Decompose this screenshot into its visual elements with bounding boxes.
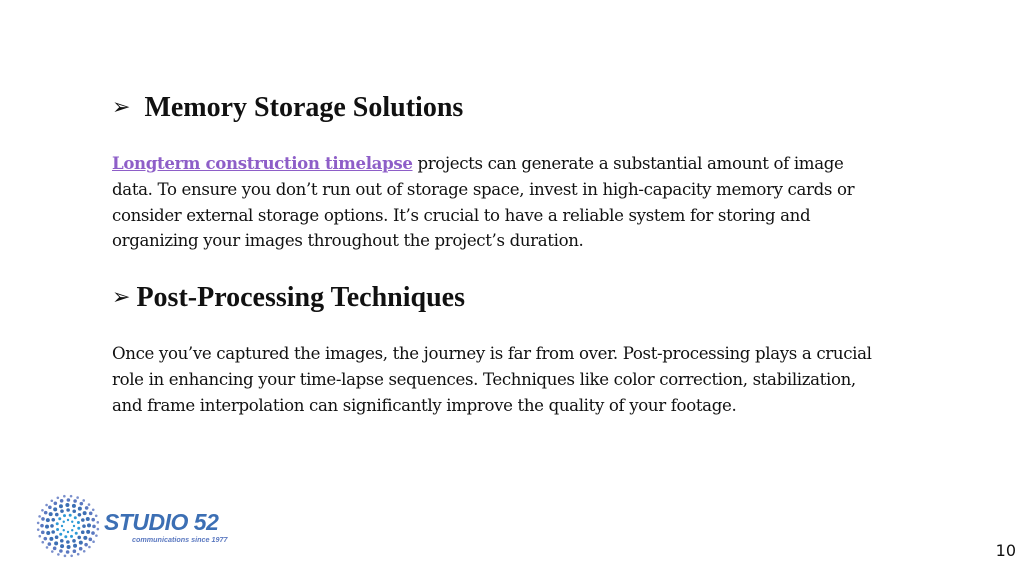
heading-text: Memory Storage Solutions <box>144 92 464 123</box>
logo-dot <box>92 525 96 529</box>
arrow-bullet-icon: ➢ <box>112 285 131 310</box>
paragraph-text: Once you’ve captured the images, the journey is far from over. Post-processing plays a crucial role in enhancing your time-lapse sequences. Techniques like color correction, stabilization, and frame interpolation can significantly improve the quality of your footage. <box>112 344 872 415</box>
logo-dot <box>46 518 50 522</box>
logo-dot <box>46 546 49 549</box>
logo-dot <box>73 549 77 553</box>
section-heading-memory-storage <box>112 92 463 124</box>
page-number: 10 <box>995 541 1016 560</box>
logo-dot <box>58 517 61 520</box>
logo-dot <box>81 530 85 534</box>
logo-dot <box>84 543 88 547</box>
logo-dot <box>87 523 91 527</box>
logo-dot <box>38 535 41 538</box>
logo-dot <box>83 536 87 540</box>
logo-dot <box>44 537 48 541</box>
logo-dot <box>67 519 69 521</box>
paragraph-memory-storage <box>112 151 872 254</box>
logo-dot <box>64 555 67 558</box>
logo-dot <box>45 525 49 529</box>
logo-dot <box>73 525 75 527</box>
logo-dot <box>78 513 82 517</box>
logo-dot <box>72 504 76 508</box>
logo-dot <box>38 515 41 518</box>
logo-dot <box>77 536 81 540</box>
logo-dot <box>67 531 69 533</box>
paragraph-text: projects can generate a substantial amount of image data. To ensure you don’t run out of storage space, invest in high-capacity memory cards or consider external storage options. It’s crucial to have a reliable system for storing and organizing your images throughout the project’s duration. <box>112 154 855 251</box>
logo-dot <box>85 506 89 510</box>
logo-dot <box>51 530 55 534</box>
logo-dot <box>89 512 93 516</box>
logo-dot <box>37 522 40 525</box>
logo-dot <box>67 545 71 549</box>
logo-tagline-text: communications since 1977 <box>132 535 228 544</box>
logo-dot <box>70 554 73 557</box>
logo-dot <box>54 502 58 506</box>
logo-dot <box>82 524 86 528</box>
logo-dot <box>66 550 70 554</box>
logo-dot <box>83 511 87 515</box>
logo-dot <box>88 503 91 506</box>
logo-dot <box>82 499 85 502</box>
logo-dot <box>55 513 59 517</box>
logo-dot <box>92 508 95 511</box>
logo-dot <box>53 547 57 551</box>
dot-burst-icon <box>37 495 99 557</box>
logo-dot <box>55 535 59 539</box>
logo-dot <box>59 504 63 508</box>
logo-dot <box>76 496 79 499</box>
heading-text: Post-Processing Techniques <box>136 282 465 313</box>
logo-dot <box>73 544 77 548</box>
logo-dot <box>41 517 45 521</box>
logo-dot <box>77 553 80 556</box>
logo-dot <box>41 541 44 544</box>
logo-dot <box>60 499 64 503</box>
logo-dot <box>57 553 60 556</box>
logo-dot <box>56 522 59 525</box>
paragraph-post-processing <box>112 341 872 418</box>
logo-dot <box>54 541 58 545</box>
section-heading-post-processing <box>112 282 465 314</box>
arrow-bullet-icon: ➢ <box>112 95 131 120</box>
logo-dot <box>45 504 48 507</box>
logo-dot <box>72 539 76 543</box>
logo-dot <box>63 495 66 498</box>
logo-dot <box>60 539 64 543</box>
logo-dot <box>80 502 84 506</box>
logo-dot <box>66 540 70 544</box>
logo-dot <box>65 503 69 507</box>
logo-dot <box>95 534 98 537</box>
logo-dot <box>72 509 76 513</box>
logo-dot <box>51 518 55 522</box>
logo-dot <box>46 531 50 535</box>
logo-dot <box>91 531 95 535</box>
logo-dot <box>40 524 44 528</box>
logo-dot <box>69 514 72 517</box>
logo-dot <box>59 549 63 553</box>
logo-dot <box>74 516 77 519</box>
logo-dot <box>79 541 83 545</box>
logo-dot <box>49 512 53 516</box>
logo-dot <box>51 550 54 553</box>
logo-dot <box>59 533 62 536</box>
logo-dot <box>70 535 73 538</box>
logo-brand-text: STUDIO 52 <box>104 509 219 535</box>
logo-dot <box>77 521 80 524</box>
logo-dot <box>83 550 86 553</box>
logo-dot <box>41 531 45 535</box>
studio52-logo <box>36 494 266 558</box>
logo-dot <box>86 530 90 534</box>
logo-dot <box>44 511 48 515</box>
logo-dot <box>71 529 73 531</box>
logo-dot <box>96 521 99 524</box>
logo-dot <box>73 499 77 503</box>
logo-dot <box>50 499 53 502</box>
logo-dot <box>60 544 64 548</box>
logo-dot <box>78 507 82 511</box>
logo-dot <box>97 528 100 531</box>
logo-dot <box>66 508 70 512</box>
logo-dot <box>60 509 64 513</box>
logo-dot <box>57 496 60 499</box>
logo-dot <box>63 514 66 517</box>
logo-dot <box>75 532 78 535</box>
logo-dot <box>95 515 98 518</box>
logo-dot <box>89 538 93 542</box>
logo-dot <box>49 537 53 541</box>
logo-dot <box>64 535 67 538</box>
logo-dot <box>79 547 83 551</box>
logo-dot <box>91 518 95 522</box>
logo-dot <box>50 524 54 528</box>
logo-dot <box>37 528 40 531</box>
logo-dot <box>81 518 85 522</box>
logo-dot <box>86 517 90 521</box>
timelapse-link[interactable]: Longterm construction timelapse <box>112 153 413 173</box>
logo-dot <box>71 521 73 523</box>
logo-dot <box>88 546 91 549</box>
logo-dot <box>77 527 80 530</box>
logo-dot <box>92 540 95 543</box>
logo-dot <box>67 498 71 502</box>
logo-dot <box>41 509 44 512</box>
logo-dot <box>61 525 63 527</box>
logo-dot <box>48 542 52 546</box>
logo-dot <box>63 529 65 531</box>
logo-dot <box>48 506 52 510</box>
logo-dot <box>63 521 65 523</box>
logo-dot <box>70 495 73 498</box>
logo-dot <box>53 507 57 511</box>
logo-dot <box>56 528 59 531</box>
